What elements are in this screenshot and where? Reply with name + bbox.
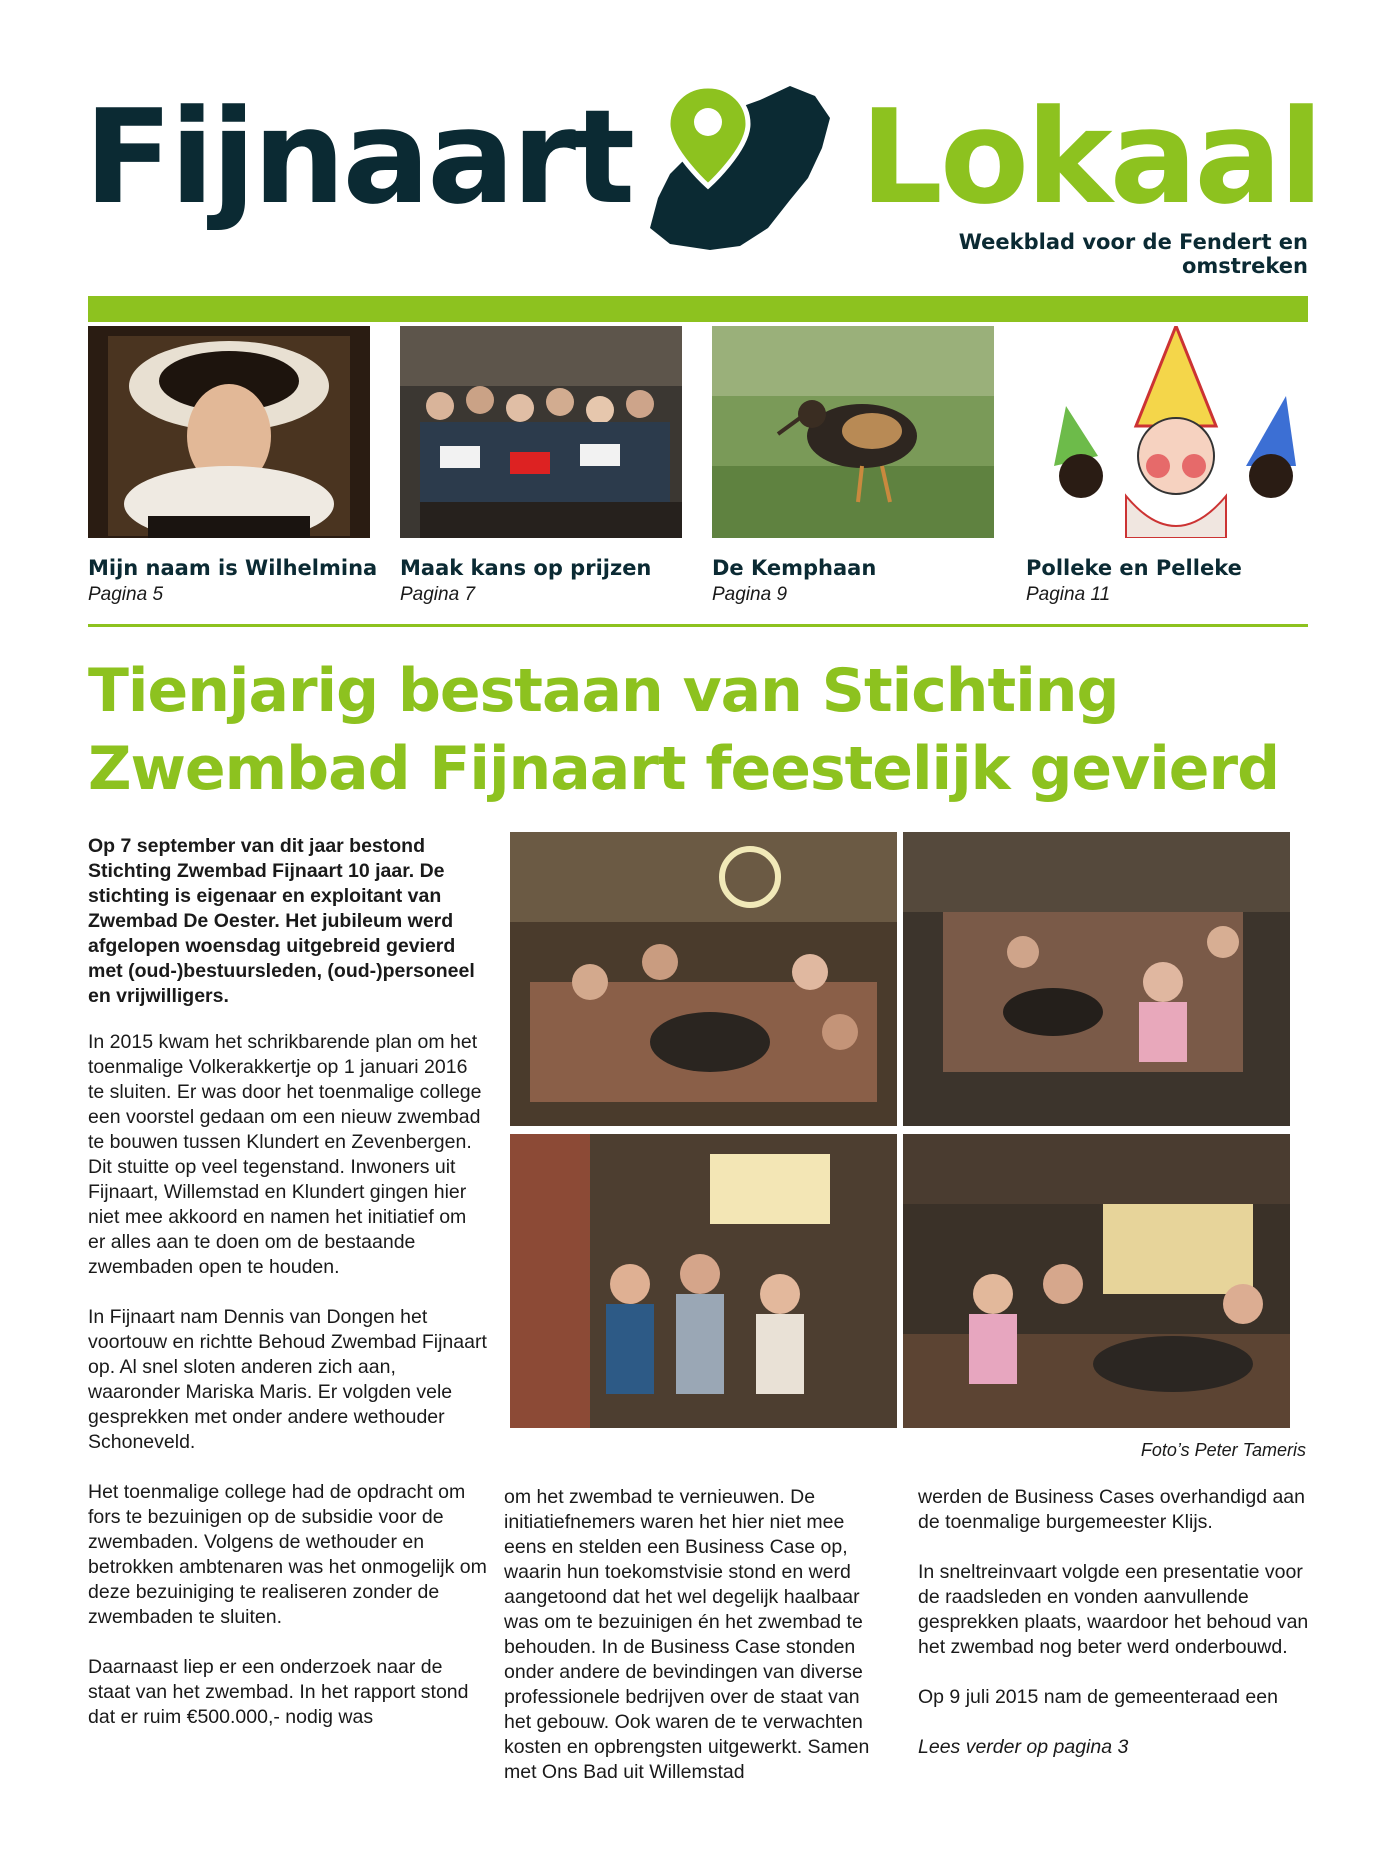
article-paragraph: In Fijnaart nam Dennis van Dongen het voortouw en richtte Behoud Zwembad Fijnaart op. Al snel sloten anderen zich aan, waaronder Mariska Maris. Er volgden vele gesprekken met onder andere wethouder Schoneveld. bbox=[88, 1306, 487, 1453]
article-paragraph: om het zwembad te vernieuwen. De initiatiefnemers waren het hier niet mee eens en stelden een Business Case op, waarin hun toekomstvisie stond en werd aangetoond dat het wel degelijk haalbaar was om te bezuinigen én het zwembad te behouden. In de Business Case stonden onder andere de bevindingen van diverse professionele bedrijven over de staat van het gebouw. Ook waren de te verwachten kosten en opbrengsten uitgewerkt. Samen met Ons Bad uit Willemstad bbox=[504, 1486, 870, 1783]
article-paragraph: Daarnaast liep er een onderzoek naar de staat van het zwembad. In het rapport stond dat er ruim €500.000,- nodig was bbox=[88, 1656, 469, 1728]
teaser-image-kemphaan[interactable] bbox=[712, 326, 994, 538]
masthead-tagline: Weekblad voor de Fendert en omstreken bbox=[958, 230, 1308, 278]
article-paragraph: Op 9 juli 2015 nam de gemeenteraad een bbox=[918, 1686, 1278, 1708]
masthead-title-left: Fijnaart bbox=[84, 81, 633, 233]
event-photo[interactable] bbox=[903, 1134, 1290, 1428]
teaser-page: Pagina 5 bbox=[88, 584, 164, 605]
section-divider bbox=[88, 624, 1308, 627]
article-lead: Op 7 september van dit jaar bestond Stichting Zwembad Fijnaart 10 jaar. De stichting is eigenaar en exploitant van Zwembad De Oester. Het jubileum werd afgelopen woensdag uitgebreid gevierd met (oud-)bestuursleden, (oud-)personeel en vrijwilligers. bbox=[88, 835, 475, 1007]
article-paragraph: In 2015 kwam het schrikbarende plan om het toenmalige Volkerakkertje op 1 januari 2016 te sluiten. Er was door het toenmalige college een voorstel gedaan om een nieuw zwembad te bouwen tussen Klundert en Zevenbergen. Dit stuitte op veel tegenstand. Inwoners uit Fijnaart, Willemstad en Klundert gingen hier niet mee akkoord en namen het initiatief om er alles aan te doen om de bestaande zwembaden open te houden. bbox=[88, 1031, 482, 1278]
masthead-title-right: Lokaal bbox=[860, 81, 1321, 233]
article-paragraph: werden de Business Cases overhandigd aan de toenmalige burgemeester Klijs. bbox=[918, 1486, 1306, 1533]
teaser-image-prijzen[interactable] bbox=[400, 326, 682, 538]
photo-grid bbox=[510, 832, 1290, 1428]
teaser-band bbox=[88, 296, 1308, 322]
event-photo[interactable] bbox=[903, 832, 1290, 1126]
article-column-3 bbox=[918, 1485, 1314, 1785]
article-column-2 bbox=[504, 1485, 884, 1810]
event-photo[interactable] bbox=[510, 832, 897, 1126]
event-photo[interactable] bbox=[510, 1134, 897, 1428]
map-pin-logo-icon bbox=[640, 78, 850, 258]
teaser-page: Pagina 9 bbox=[712, 584, 788, 605]
teaser-title[interactable]: De Kemphaan bbox=[712, 556, 877, 580]
article-headline: Tienjarig bestaan van Stichting Zwembad Fijnaart feestelijk gevierd bbox=[88, 656, 1280, 804]
article-column-1 bbox=[88, 1030, 488, 1755]
teaser-image-wilhelmina[interactable] bbox=[88, 326, 370, 538]
teaser-title[interactable]: Mijn naam is Wilhelmina bbox=[88, 556, 378, 580]
teaser-title[interactable]: Polleke en Pelleke bbox=[1026, 556, 1242, 580]
continued-link[interactable]: Lees verder op pagina 3 bbox=[918, 1736, 1129, 1758]
article-paragraph: In sneltreinvaart volgde een presentatie voor de raadsleden en vonden aanvullende gesprekken plaats, waardoor het behoud van het zwembad nog beter werd onderbouwd. bbox=[918, 1561, 1309, 1658]
teaser-page: Pagina 7 bbox=[400, 584, 476, 605]
teaser-page: Pagina 11 bbox=[1026, 584, 1111, 605]
teaser-image-polleke[interactable] bbox=[1026, 326, 1308, 538]
photo-credit: Foto’s Peter Tameris bbox=[1140, 1440, 1306, 1460]
teaser-title[interactable]: Maak kans op prijzen bbox=[400, 556, 652, 580]
article-paragraph: Het toenmalige college had de opdracht om fors te bezuinigen op de subsidie voor de zwembaden. Volgens de wethouder en betrokken ambtenaren was het onmogelijk om deze bezuiniging te realiseren zonder de zwembaden te sluiten. bbox=[88, 1481, 487, 1628]
